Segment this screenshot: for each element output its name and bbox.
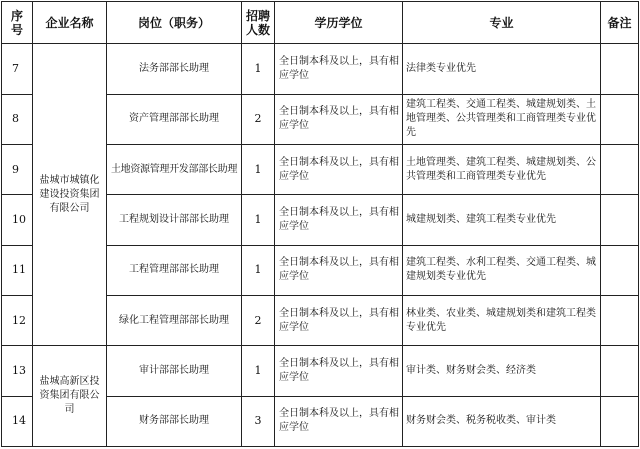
row-seq: 9 [2,144,33,194]
row-education: 全日制本科及以上，具有相应学位 [275,245,403,295]
company-name: 盐城市城镇化建设投资集团有限公司 [33,44,107,346]
header-position: 岗位（职务） [107,2,242,44]
row-major: 城建规划类、建筑工程类专业优先 [403,195,601,245]
row-education: 全日制本科及以上，具有相应学位 [275,94,403,144]
row-count: 1 [242,245,275,295]
row-major: 建筑工程类、水利工程类、交通工程类、城建规划类专业优先 [403,245,601,295]
row-remark [601,94,639,144]
row-remark [601,195,639,245]
header-education: 学历学位 [275,2,403,44]
recruitment-table [1,1,639,447]
table-row [2,346,639,396]
row-count: 2 [242,295,275,345]
row-seq: 10 [2,195,33,245]
row-major: 林业类、农业类、城建规划类和建筑工程类专业优先 [403,295,601,345]
row-education: 全日制本科及以上，具有相应学位 [275,195,403,245]
row-education: 全日制本科及以上，具有相应学位 [275,396,403,446]
header-seq: 序号 [2,2,33,44]
row-position: 土地资源管理开发部部长助理 [107,144,242,194]
row-position: 财务部部长助理 [107,396,242,446]
row-count: 1 [242,195,275,245]
row-position: 法务部部长助理 [107,44,242,94]
row-major: 土地管理类、建筑工程类、城建规划类、公共管理类和工商管理类专业优先 [403,144,601,194]
row-position: 绿化工程管理部部长助理 [107,295,242,345]
header-company: 企业名称 [33,2,107,44]
row-seq: 12 [2,295,33,345]
row-count: 2 [242,94,275,144]
row-seq: 8 [2,94,33,144]
row-count: 1 [242,44,275,94]
row-position: 工程规划设计部部长助理 [107,195,242,245]
row-major: 审计类、财务财会类、经济类 [403,346,601,396]
row-seq: 11 [2,245,33,295]
row-position: 资产管理部部长助理 [107,94,242,144]
row-remark [601,44,639,94]
row-education: 全日制本科及以上，具有相应学位 [275,346,403,396]
header-count: 招聘人数 [242,2,275,44]
row-remark [601,144,639,194]
row-major: 财务财会类、税务税收类、审计类 [403,396,601,446]
row-seq: 7 [2,44,33,94]
header-row [2,2,639,44]
row-seq: 13 [2,346,33,396]
table-row [2,44,639,94]
row-count: 3 [242,396,275,446]
header-major: 专业 [403,2,601,44]
row-position: 审计部部长助理 [107,346,242,396]
row-education: 全日制本科及以上，具有相应学位 [275,44,403,94]
row-remark [601,396,639,446]
row-count: 1 [242,346,275,396]
row-remark [601,245,639,295]
row-major: 法律类专业优先 [403,44,601,94]
row-remark [601,295,639,345]
header-remark: 备注 [601,2,639,44]
row-education: 全日制本科及以上，具有相应学位 [275,295,403,345]
row-remark [601,346,639,396]
row-count: 1 [242,144,275,194]
row-position: 工程管理部部长助理 [107,245,242,295]
row-seq: 14 [2,396,33,446]
row-major: 建筑工程类、交通工程类、城建规划类、土地管理类、公共管理类和工商管理类专业优先 [403,94,601,144]
company-name: 盐城高新区投资集团有限公司 [33,346,107,447]
row-education: 全日制本科及以上，具有相应学位 [275,144,403,194]
